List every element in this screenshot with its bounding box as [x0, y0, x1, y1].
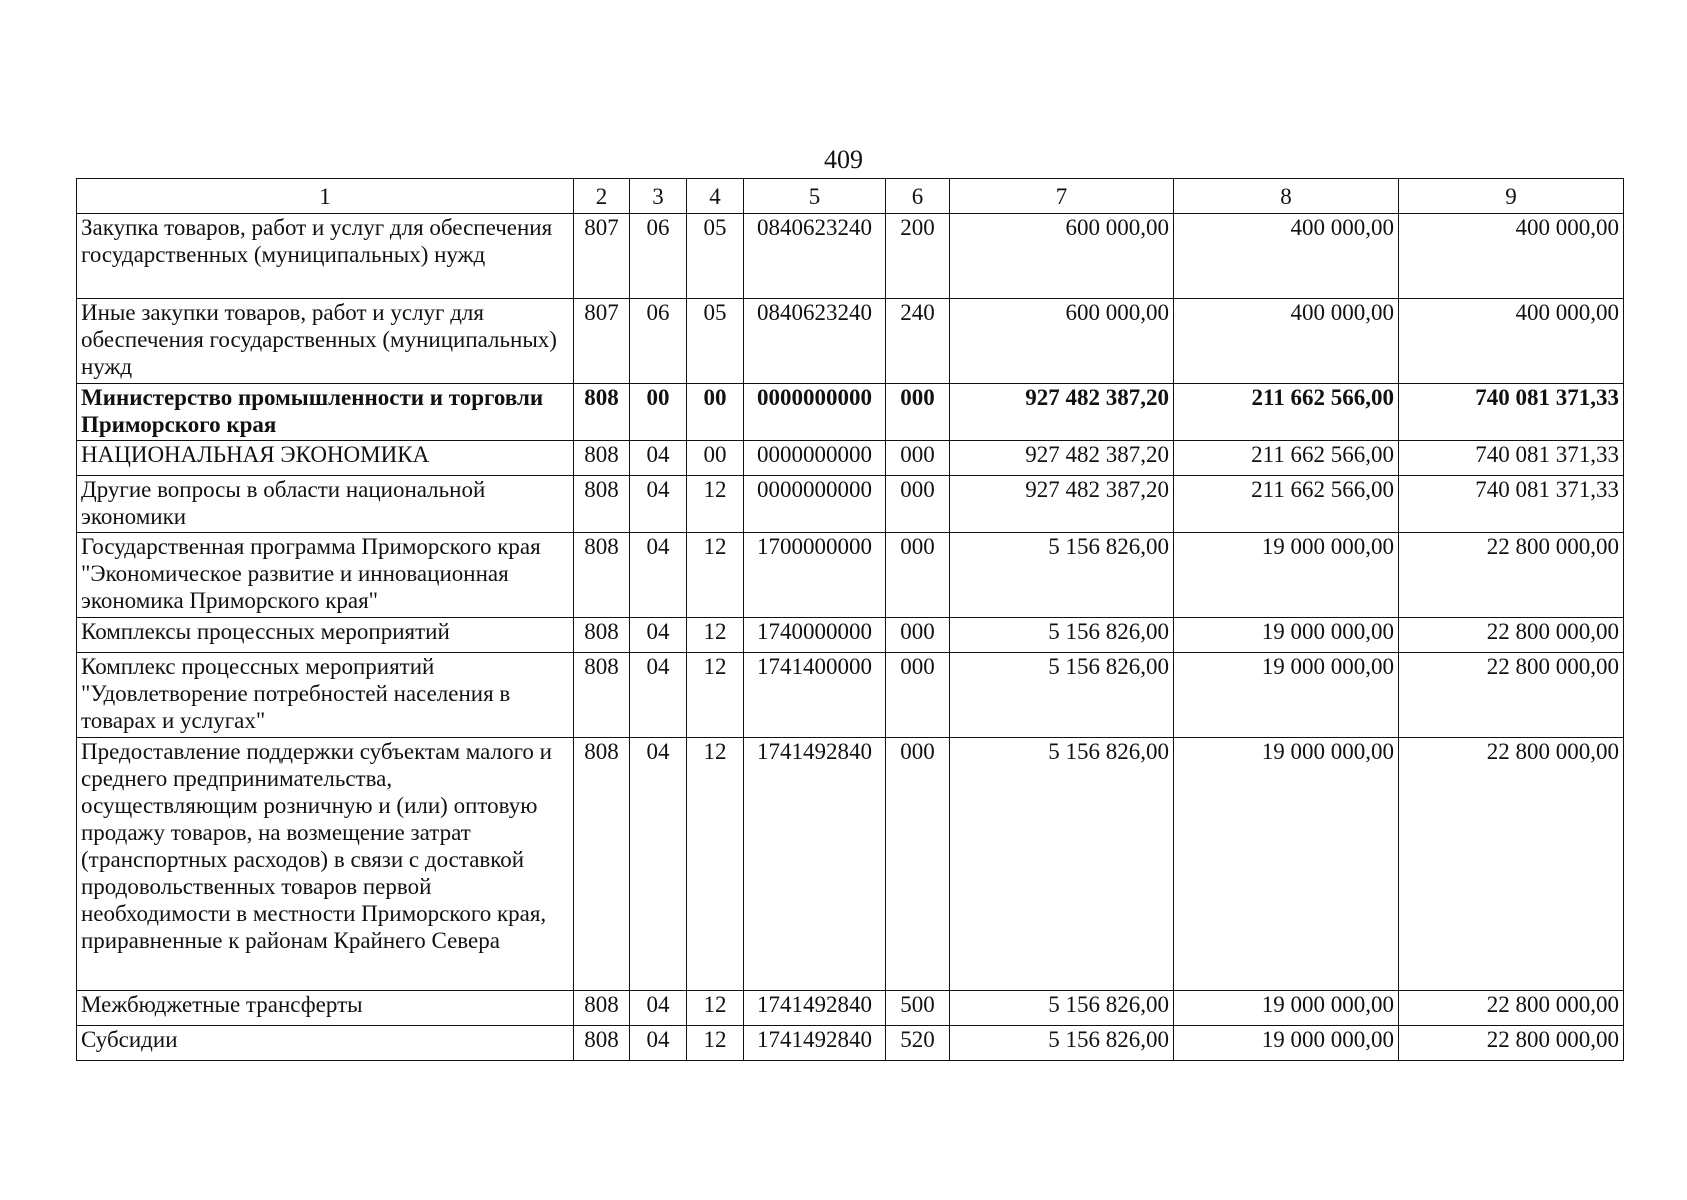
column-header: 6 — [886, 179, 950, 214]
cell-code: 807 — [574, 214, 630, 299]
cell-code: 808 — [574, 533, 630, 618]
cell-amount: 19 000 000,00 — [1174, 533, 1399, 618]
cell-code: 05 — [687, 214, 744, 299]
cell-code: 12 — [687, 991, 744, 1026]
cell-code: 04 — [630, 618, 687, 653]
column-header: 3 — [630, 179, 687, 214]
row-name: Субсидии — [77, 1026, 574, 1061]
cell-code: 0840623240 — [744, 214, 886, 299]
row-name: Межбюджетные трансферты — [77, 991, 574, 1026]
cell-code: 0840623240 — [744, 299, 886, 384]
cell-code: 1700000000 — [744, 533, 886, 618]
table-row — [77, 441, 1624, 476]
cell-code: 06 — [630, 299, 687, 384]
table-row — [77, 653, 1624, 738]
cell-code: 808 — [574, 476, 630, 533]
cell-amount: 400 000,00 — [1174, 299, 1399, 384]
row-name: Министерство промышленности и торговли Приморского края — [77, 384, 574, 441]
cell-code: 808 — [574, 384, 630, 441]
table-row — [77, 476, 1624, 533]
cell-amount: 19 000 000,00 — [1174, 1026, 1399, 1061]
cell-amount: 22 800 000,00 — [1399, 618, 1624, 653]
cell-code: 000 — [886, 384, 950, 441]
table-row — [77, 991, 1624, 1026]
cell-amount: 740 081 371,33 — [1399, 476, 1624, 533]
cell-code: 200 — [886, 214, 950, 299]
cell-amount: 19 000 000,00 — [1174, 738, 1399, 991]
cell-code: 00 — [630, 384, 687, 441]
cell-amount: 740 081 371,33 — [1399, 384, 1624, 441]
column-header: 1 — [77, 179, 574, 214]
cell-code: 04 — [630, 533, 687, 618]
cell-code: 12 — [687, 533, 744, 618]
cell-code: 240 — [886, 299, 950, 384]
cell-amount: 211 662 566,00 — [1174, 384, 1399, 441]
column-header: 5 — [744, 179, 886, 214]
cell-code: 808 — [574, 618, 630, 653]
table-row — [77, 618, 1624, 653]
cell-code: 04 — [630, 991, 687, 1026]
budget-table — [76, 178, 1624, 1061]
column-header: 7 — [950, 179, 1174, 214]
table-row — [77, 533, 1624, 618]
cell-amount: 5 156 826,00 — [950, 533, 1174, 618]
cell-amount: 400 000,00 — [1399, 214, 1624, 299]
cell-code: 04 — [630, 476, 687, 533]
cell-amount: 22 800 000,00 — [1399, 738, 1624, 991]
column-header: 4 — [687, 179, 744, 214]
table-header-row — [77, 179, 1624, 214]
column-header: 2 — [574, 179, 630, 214]
cell-code: 0000000000 — [744, 441, 886, 476]
cell-code: 04 — [630, 653, 687, 738]
cell-code: 12 — [687, 476, 744, 533]
cell-amount: 19 000 000,00 — [1174, 618, 1399, 653]
cell-amount: 22 800 000,00 — [1399, 1026, 1624, 1061]
table-row — [77, 738, 1624, 991]
cell-code: 000 — [886, 533, 950, 618]
cell-amount: 22 800 000,00 — [1399, 533, 1624, 618]
cell-code: 000 — [886, 653, 950, 738]
cell-code: 12 — [687, 1026, 744, 1061]
cell-code: 808 — [574, 1026, 630, 1061]
cell-amount: 211 662 566,00 — [1174, 476, 1399, 533]
cell-amount: 22 800 000,00 — [1399, 991, 1624, 1026]
cell-code: 808 — [574, 738, 630, 991]
cell-amount: 600 000,00 — [950, 214, 1174, 299]
cell-amount: 5 156 826,00 — [950, 1026, 1174, 1061]
cell-amount: 5 156 826,00 — [950, 653, 1174, 738]
cell-code: 500 — [886, 991, 950, 1026]
cell-code: 808 — [574, 653, 630, 738]
table-row — [77, 384, 1624, 441]
cell-amount: 400 000,00 — [1399, 299, 1624, 384]
row-name: Государственная программа Приморского края "Экономическое развитие и инновационная экономика Приморского края" — [77, 533, 574, 618]
cell-code: 000 — [886, 618, 950, 653]
cell-amount: 211 662 566,00 — [1174, 441, 1399, 476]
row-name: Предоставление поддержки субъектам малого и среднего предпринимательства, осуществляющим розничную и (или) оптовую продажу товаров, на возмещение затрат (транспортных расходов) в связи с доставкой продовольственных товаров первой необходимости в местности Приморского края, приравненные к районам Крайнего Севера — [77, 738, 574, 991]
cell-amount: 740 081 371,33 — [1399, 441, 1624, 476]
cell-amount: 927 482 387,20 — [950, 384, 1174, 441]
cell-code: 04 — [630, 1026, 687, 1061]
cell-code: 05 — [687, 299, 744, 384]
cell-code: 1741492840 — [744, 738, 886, 991]
cell-amount: 600 000,00 — [950, 299, 1174, 384]
row-name: Закупка товаров, работ и услуг для обеспечения государственных (муниципальных) нужд — [77, 214, 574, 299]
cell-code: 000 — [886, 441, 950, 476]
cell-code: 1741400000 — [744, 653, 886, 738]
row-name: Иные закупки товаров, работ и услуг для обеспечения государственных (муниципальных) нужд — [77, 299, 574, 384]
cell-code: 1740000000 — [744, 618, 886, 653]
cell-amount: 400 000,00 — [1174, 214, 1399, 299]
cell-code: 808 — [574, 441, 630, 476]
cell-code: 520 — [886, 1026, 950, 1061]
cell-amount: 19 000 000,00 — [1174, 991, 1399, 1026]
table-row — [77, 214, 1624, 299]
cell-code: 0000000000 — [744, 384, 886, 441]
cell-code: 1741492840 — [744, 1026, 886, 1061]
cell-code: 06 — [630, 214, 687, 299]
cell-code: 0000000000 — [744, 476, 886, 533]
cell-code: 12 — [687, 738, 744, 991]
row-name: Комплексы процессных мероприятий — [77, 618, 574, 653]
cell-amount: 927 482 387,20 — [950, 476, 1174, 533]
page-number: 409 — [824, 145, 863, 174]
cell-code: 00 — [687, 441, 744, 476]
row-name: НАЦИОНАЛЬНАЯ ЭКОНОМИКА — [77, 441, 574, 476]
cell-code: 04 — [630, 441, 687, 476]
row-name: Другие вопросы в области национальной экономики — [77, 476, 574, 533]
cell-code: 00 — [687, 384, 744, 441]
column-header: 8 — [1174, 179, 1399, 214]
column-header: 9 — [1399, 179, 1624, 214]
cell-code: 12 — [687, 653, 744, 738]
cell-code: 04 — [630, 738, 687, 991]
cell-code: 808 — [574, 991, 630, 1026]
cell-amount: 5 156 826,00 — [950, 991, 1174, 1026]
cell-code: 000 — [886, 476, 950, 533]
row-name: Комплекс процессных мероприятий "Удовлетворение потребностей населения в товарах и услугах" — [77, 653, 574, 738]
table-row — [77, 1026, 1624, 1061]
cell-code: 12 — [687, 618, 744, 653]
cell-code: 807 — [574, 299, 630, 384]
cell-amount: 927 482 387,20 — [950, 441, 1174, 476]
cell-amount: 5 156 826,00 — [950, 738, 1174, 991]
cell-amount: 19 000 000,00 — [1174, 653, 1399, 738]
cell-amount: 22 800 000,00 — [1399, 653, 1624, 738]
table-row — [77, 299, 1624, 384]
cell-amount: 5 156 826,00 — [950, 618, 1174, 653]
cell-code: 000 — [886, 738, 950, 991]
cell-code: 1741492840 — [744, 991, 886, 1026]
